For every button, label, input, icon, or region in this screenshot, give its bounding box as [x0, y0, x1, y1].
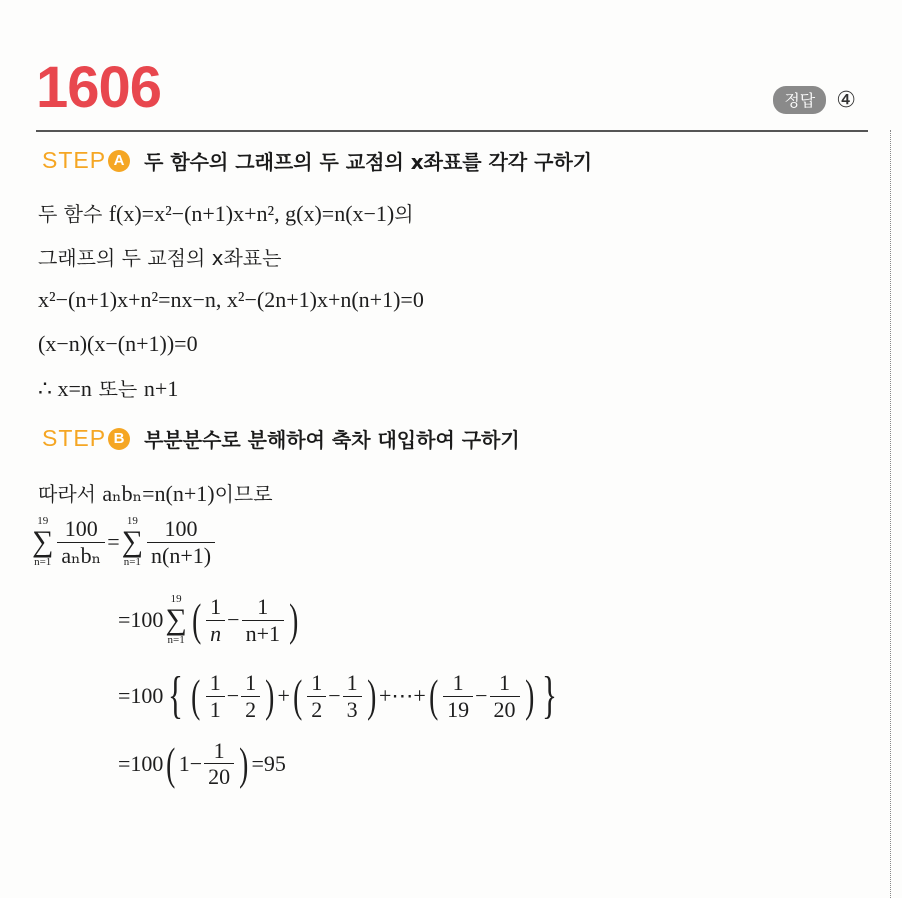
left-paren: ( [191, 594, 202, 645]
denominator: 20 [490, 696, 520, 722]
denominator: n+1 [242, 620, 284, 646]
equals: = [107, 529, 120, 554]
numerator: 100 [164, 516, 198, 542]
left-paren: ( [292, 670, 303, 721]
fraction [57, 516, 105, 568]
header-divider [36, 130, 868, 132]
step-a-line-3: x²−(n+1)x+n²=nx−n, x²−(2n+1)x+n(n+1)=0 [38, 287, 424, 312]
equation-2 [118, 594, 301, 646]
step-a-line-2: 그래프의 두 교점의 x좌표는 [38, 246, 282, 270]
denominator: 19 [443, 696, 473, 722]
right-paren: ) [366, 670, 376, 721]
numerator: 1 [452, 670, 464, 696]
minus: − [226, 683, 240, 708]
minus: − [475, 683, 488, 708]
plus: + [277, 683, 290, 708]
sum-upper: 19 [37, 515, 49, 527]
step-b-line-1 [38, 478, 273, 507]
minus: − [328, 683, 341, 708]
equation-4 [118, 738, 286, 790]
math-expression: aₙbₙ=n(n+1) [102, 481, 215, 506]
sum-lower: n=1 [167, 634, 185, 646]
step-b-heading [42, 424, 520, 453]
equation-3 [118, 667, 562, 724]
right-paren: ) [524, 670, 534, 721]
term: 1− [178, 750, 203, 776]
step-label: STEP [42, 425, 107, 451]
denominator: n [206, 620, 225, 646]
step-label: STEP [42, 147, 107, 173]
left-paren: ( [166, 737, 176, 789]
text: 의 [394, 202, 414, 226]
denominator: 1 [206, 696, 225, 722]
coefficient: =100 [118, 683, 164, 708]
step-a-badge: A [108, 150, 130, 172]
fraction [206, 670, 225, 722]
fraction [307, 670, 326, 722]
denominator: 3 [343, 696, 362, 722]
text: 이므로 [214, 482, 273, 506]
numerator: 1 [257, 594, 269, 620]
math-expression: n+1 [143, 376, 179, 401]
sigma-sign: ∑ [165, 603, 187, 636]
left-brace: { [168, 667, 184, 724]
numerator: 1 [213, 738, 225, 763]
fraction [242, 594, 284, 646]
sum-lower: n=1 [34, 556, 52, 568]
result: =95 [251, 750, 286, 776]
sigma-sign: ∑ [32, 525, 54, 558]
page-edge-dotted-line [890, 130, 891, 898]
summation-symbol [122, 516, 143, 568]
step-a-line-4: (x−n)(x−(n+1))=0 [38, 331, 198, 356]
fraction [204, 738, 234, 790]
math-expression: f(x)=x²−(n+1)x+n², g(x)=n(x−1) [108, 201, 395, 226]
answer-badge: 정답 [773, 86, 826, 114]
fraction [147, 516, 215, 568]
step-a-line-1 [38, 198, 414, 227]
answer-value: ④ [836, 87, 856, 113]
ellipsis: +⋯+ [378, 683, 426, 708]
answer-area [773, 86, 856, 114]
numerator: 1 [209, 670, 221, 696]
minus: − [227, 607, 240, 632]
step-a-line-5 [38, 373, 178, 402]
text: 따라서 [38, 482, 103, 506]
summation-symbol [32, 516, 53, 568]
sum-upper: 19 [126, 515, 138, 527]
step-a-title: 두 함수의 그래프의 두 교점의 x좌표를 각각 구하기 [144, 150, 593, 174]
right-paren: ) [265, 670, 275, 721]
right-brace: } [541, 667, 557, 724]
right-paren: ) [289, 594, 299, 645]
problem-number: 1606 [36, 55, 162, 120]
denominator: 20 [204, 763, 234, 789]
coefficient: =100 [118, 607, 164, 632]
numerator: 1 [499, 670, 511, 696]
summation-symbol [165, 594, 186, 646]
coefficient: =100 [118, 750, 164, 776]
sigma-sign: ∑ [121, 525, 144, 558]
numerator: 1 [210, 594, 222, 620]
step-b-badge: B [108, 428, 130, 450]
left-paren: ( [191, 670, 201, 721]
denominator: 2 [307, 696, 326, 722]
numerator: 1 [346, 670, 358, 696]
numerator: 1 [245, 670, 257, 696]
fraction [343, 670, 362, 722]
text: 또는 [98, 377, 138, 401]
fraction [241, 670, 260, 722]
denominator: aₙbₙ [57, 542, 105, 568]
fraction [443, 670, 473, 722]
denominator: n(n+1) [147, 542, 215, 568]
math-expression: ∴ x=n [38, 376, 92, 401]
fraction [206, 594, 225, 646]
sum-upper: 19 [170, 593, 182, 605]
text: 두 함수 [38, 202, 109, 226]
denominator: 2 [241, 696, 260, 722]
sum-lower: n=1 [123, 556, 141, 568]
numerator: 100 [64, 516, 98, 542]
fraction [490, 670, 520, 722]
equation-1 [30, 516, 217, 568]
step-b-title: 부분분수로 분해하여 축차 대입하여 구하기 [144, 428, 520, 452]
right-paren: ) [239, 737, 249, 789]
left-paren: ( [428, 670, 439, 721]
numerator: 1 [311, 670, 323, 696]
step-a-heading [42, 146, 592, 175]
